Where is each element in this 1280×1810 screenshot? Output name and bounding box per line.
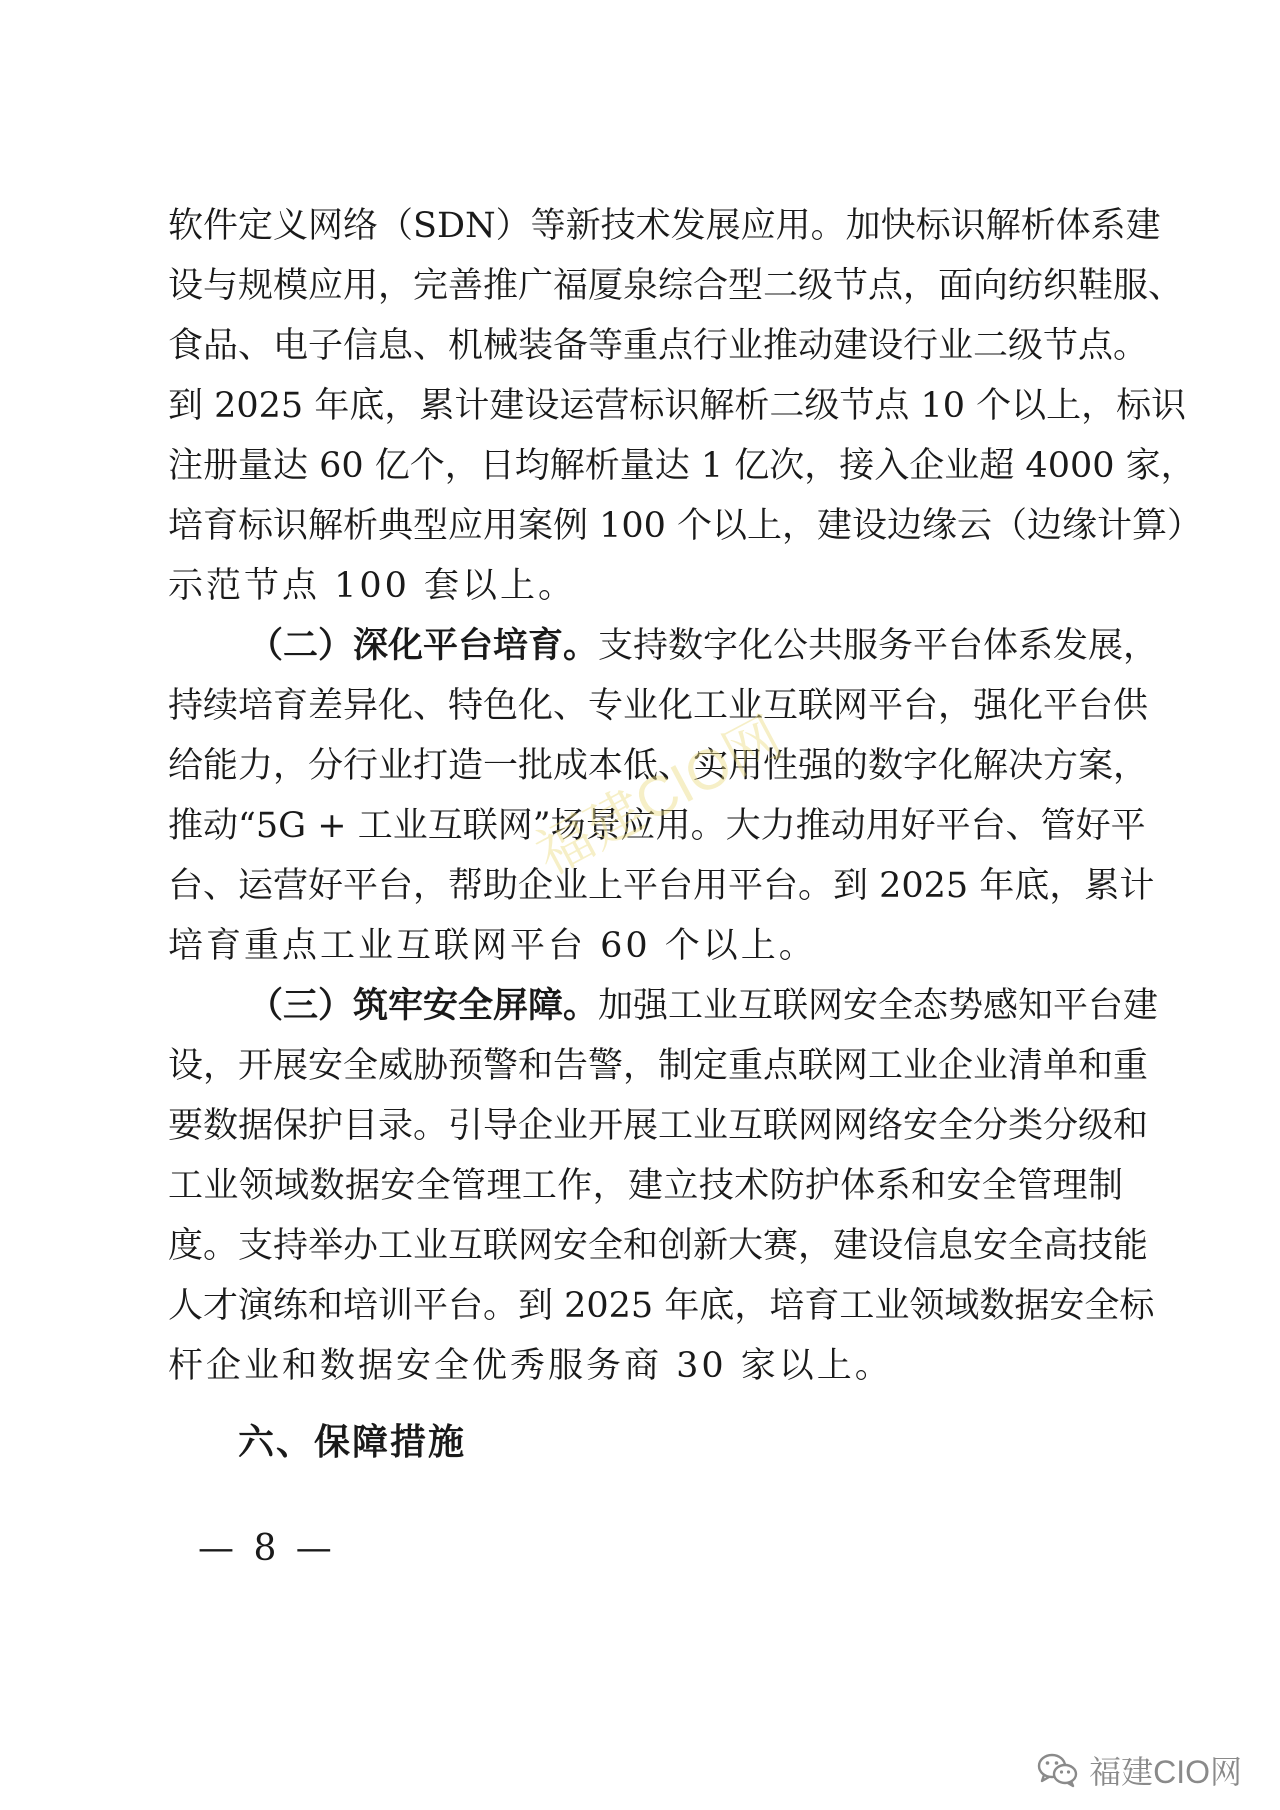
paragraph-line: 度。支持举办工业互联网安全和创新大赛，建设信息安全高技能 [168, 1226, 1149, 1266]
wechat-icon [1037, 1752, 1079, 1788]
paragraph-line: 到 2025 年底，累计建设运营标识解析二级节点 10 个以上，标识 [168, 386, 1187, 426]
section-heading: 六、保障措施 [238, 1421, 467, 1463]
paragraph-line: 工业领域数据安全管理工作，建立技术防护体系和安全管理制 [168, 1166, 1123, 1206]
page-number: — 8 — [198, 1528, 336, 1569]
paragraph-line: 人才演练和培训平台。到 2025 年底，培育工业领域数据安全标 [168, 1286, 1155, 1326]
paragraph-line: 给能力，分行业打造一批成本低、实用性强的数字化解决方案， [168, 746, 1149, 786]
paragraph-line: 要数据保护目录。引导企业开展工业互联网网络安全分类分级和 [168, 1106, 1149, 1146]
paragraph-line: 推动“5G + 工业互联网”场景应用。大力推动用好平台、管好平 [168, 806, 1146, 846]
paragraph-line: 软件定义网络（SDN）等新技术发展应用。加快标识解析体系建 [168, 206, 1161, 246]
paragraph-line: 培育重点工业互联网平台 60 个以上。 [168, 926, 817, 966]
paragraph-first-line [248, 976, 1159, 1036]
paragraph-line: 杆企业和数据安全优秀服务商 30 家以上。 [168, 1346, 893, 1386]
paragraph-line: 设，开展安全威胁预警和告警，制定重点联网工业企业清单和重 [168, 1046, 1149, 1086]
paragraph-line: 设与规模应用，完善推广福厦泉综合型二级节点，面向纺织鞋服、 [168, 266, 1184, 306]
watermark: 福建CIO网 [525, 704, 792, 887]
footer-brand [1037, 1748, 1242, 1792]
section-subtitle: （三）筑牢安全屏障。 [248, 985, 599, 1026]
paragraph-text: 加强工业互联网安全态势感知平台建 [598, 986, 1159, 1026]
footer-brand-label: 福建CIO网 [1089, 1754, 1242, 1790]
paragraph-line: 培育标识解析典型应用案例 100 个以上，建设边缘云（边缘计算） [168, 506, 1203, 546]
paragraph-line: 持续培育差异化、特色化、专业化工业互联网平台，强化平台供 [168, 686, 1149, 726]
paragraph-line: 台、运营好平台，帮助企业上平台用平台。到 2025 年底，累计 [168, 866, 1155, 906]
paragraph-line: 食品、电子信息、机械装备等重点行业推动建设行业二级节点。 [168, 326, 1149, 366]
section-subtitle: （二）深化平台培育。 [248, 625, 599, 666]
paragraph-text: 支持数字化公共服务平台体系发展， [598, 626, 1159, 666]
paragraph-first-line [248, 616, 1159, 676]
paragraph-line: 注册量达 60 亿个，日均解析量达 1 亿次，接入企业超 4000 家， [168, 446, 1196, 486]
paragraph-line: 示范节点 100 套以上。 [168, 566, 577, 606]
